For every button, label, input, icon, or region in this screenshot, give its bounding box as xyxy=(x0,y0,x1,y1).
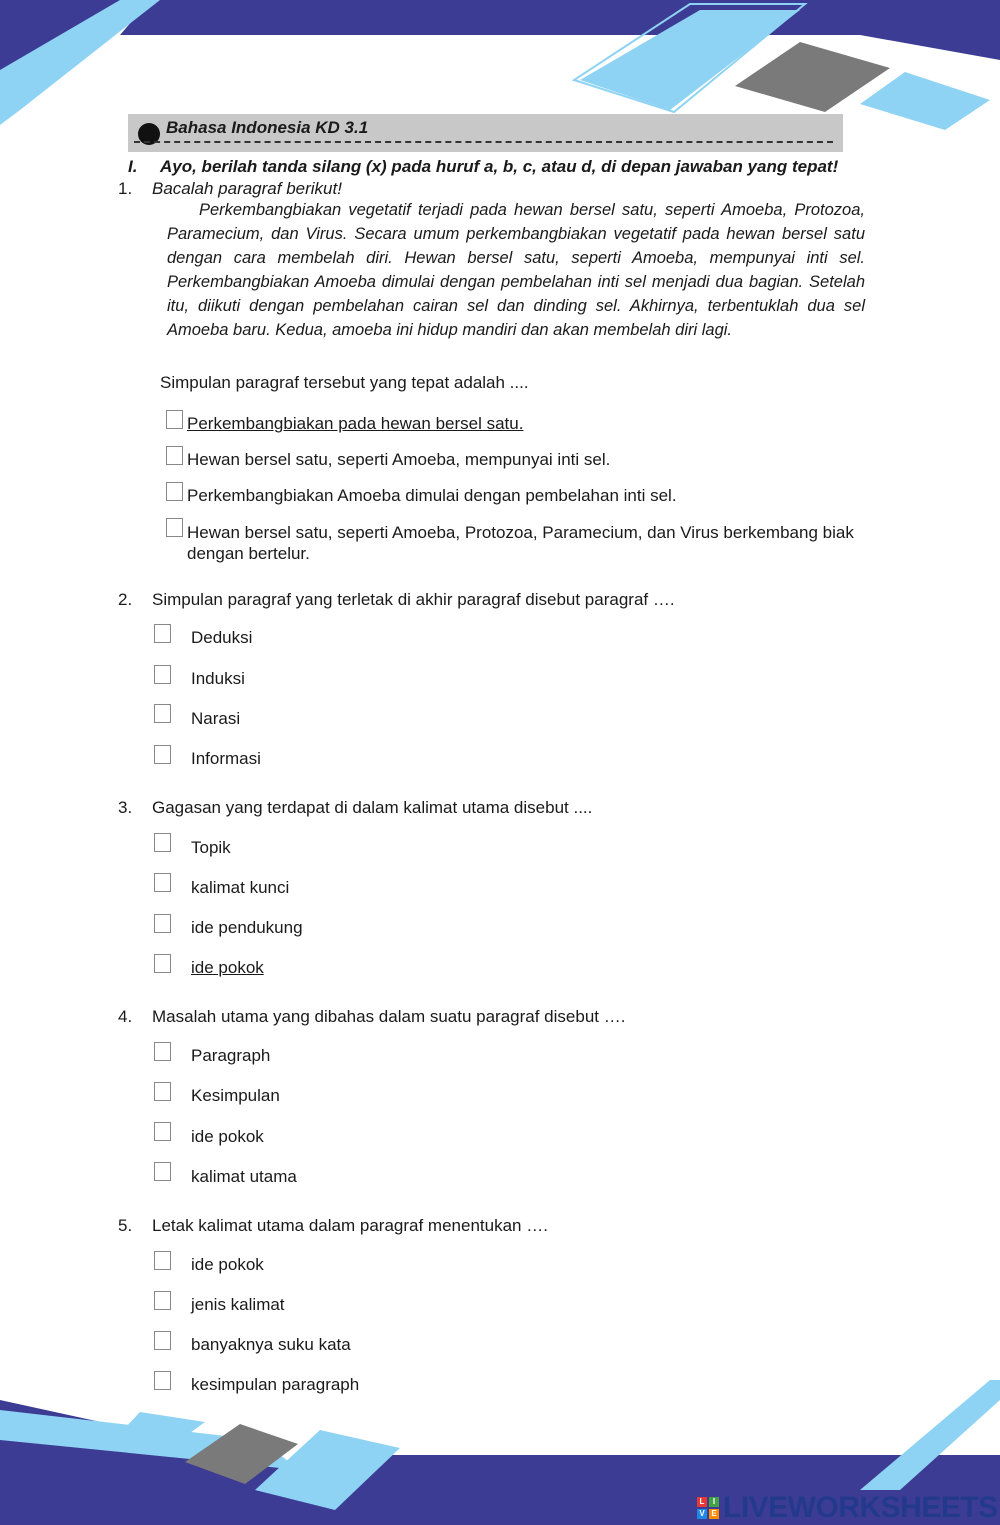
option-label: ide pokok xyxy=(191,1255,264,1274)
answer-checkbox[interactable] xyxy=(154,833,171,852)
instruction-text: Ayo, berilah tanda silang (x) pada huruf a, b, c, atau d, di depan jawaban yang tepat! xyxy=(160,157,839,176)
subject-title: Bahasa Indonesia KD 3.1 xyxy=(166,118,369,137)
option-label: Kesimpulan xyxy=(191,1086,280,1105)
answer-checkbox[interactable] xyxy=(154,873,171,892)
answer-checkbox[interactable] xyxy=(154,704,171,723)
option-label: jenis kalimat xyxy=(191,1295,285,1314)
answer-checkbox[interactable] xyxy=(166,518,183,537)
answer-checkbox[interactable] xyxy=(154,1291,171,1310)
logo-badge-letter: I xyxy=(709,1497,719,1507)
section-instruction xyxy=(128,157,838,177)
answer-checkbox[interactable] xyxy=(154,954,171,973)
option-label: Perkembangbiakan pada hewan bersel satu. xyxy=(187,414,524,433)
answer-checkbox[interactable] xyxy=(154,1042,171,1061)
option-label: Paragraph xyxy=(191,1046,271,1065)
option-label: Perkembangbiakan Amoeba dimulai dengan pembelahan inti sel. xyxy=(187,486,677,505)
answer-checkbox[interactable] xyxy=(154,665,171,684)
question-number: 4. xyxy=(118,1007,133,1026)
answer-checkbox[interactable] xyxy=(166,446,183,465)
question-5 xyxy=(118,1216,548,1236)
question-prompt: Simpulan paragraf yang terletak di akhir paragraf disebut paragraf …. xyxy=(152,590,675,609)
option-label: Deduksi xyxy=(191,628,253,647)
header-dashed-line xyxy=(134,141,833,143)
logo-text: LIVEWORKSHEETS xyxy=(723,1491,998,1524)
answer-checkbox[interactable] xyxy=(166,482,183,501)
answer-checkbox[interactable] xyxy=(154,1331,171,1350)
answer-checkbox[interactable] xyxy=(154,1251,171,1270)
answer-checkbox[interactable] xyxy=(154,1371,171,1390)
option-label: banyaknya suku kata xyxy=(191,1335,351,1354)
question-2 xyxy=(118,590,675,610)
liveworksheets-logo[interactable] xyxy=(697,1491,998,1525)
question-number: 2. xyxy=(118,590,133,609)
question-3 xyxy=(118,798,592,818)
subject-header xyxy=(128,114,843,152)
question-prompt: Masalah utama yang dibahas dalam suatu paragraf disebut …. xyxy=(152,1007,626,1026)
option-label: ide pokok xyxy=(191,958,264,977)
logo-badge-letter: V xyxy=(697,1509,707,1519)
answer-checkbox[interactable] xyxy=(154,624,171,643)
option-label: Induksi xyxy=(191,669,245,688)
question-number: 3. xyxy=(118,798,133,817)
question-prompt: Letak kalimat utama dalam paragraf menentukan …. xyxy=(152,1216,548,1235)
answer-checkbox[interactable] xyxy=(154,1162,171,1181)
answer-checkbox[interactable] xyxy=(154,1082,171,1101)
answer-checkbox[interactable] xyxy=(154,914,171,933)
logo-badge-letter: L xyxy=(697,1497,707,1507)
question-4 xyxy=(118,1007,625,1027)
logo-badge-letter: E xyxy=(709,1509,719,1519)
question-number: 1. xyxy=(118,179,133,198)
option-label: ide pokok xyxy=(191,1127,264,1146)
question-prompt: Bacalah paragraf berikut! xyxy=(152,179,342,198)
option-label: ide pendukung xyxy=(191,918,303,937)
option-label: Topik xyxy=(191,838,231,857)
question-number: 5. xyxy=(118,1216,133,1235)
question-1 xyxy=(118,179,342,199)
section-number: I. xyxy=(128,157,138,176)
answer-checkbox[interactable] xyxy=(154,1122,171,1141)
answer-checkbox[interactable] xyxy=(166,410,183,429)
question-prompt: Gagasan yang terdapat di dalam kalimat utama disebut .... xyxy=(152,798,593,817)
top-right-blue-small xyxy=(860,72,990,130)
option-label: Hewan bersel satu, seperti Amoeba, mempunyai inti sel. xyxy=(187,450,611,469)
option-label: Informasi xyxy=(191,749,261,768)
question-subprompt: Simpulan paragraf tersebut yang tepat adalah .... xyxy=(160,373,529,392)
answer-checkbox[interactable] xyxy=(154,745,171,764)
logo-badge-icon xyxy=(697,1497,719,1519)
option-label: kalimat kunci xyxy=(191,878,290,897)
option-label: kalimat utama xyxy=(191,1167,297,1186)
option-label: Hewan bersel satu, seperti Amoeba, Protozoa, Paramecium, dan Virus berkembang biak dengan bertelur. xyxy=(187,523,854,563)
option-label: kesimpulan paragraph xyxy=(191,1375,360,1394)
reading-passage: Perkembangbiakan vegetatif terjadi pada hewan bersel satu, seperti Amoeba, Protozoa, Paramecium, dan Virus. Secara umum perkembangbiakan vegetatif pada hewan bersel satu dengan cara membelah diri. Hewan bersel satu, seperti Amoeba, mempunyai inti sel. Perkembangbiakan Amoeba dimulai dengan pembelahan inti sel menjadi dua bagian. Setelah itu, diikuti dengan pembelahan cairan sel dan dinding sel. Akhirnya, terbentuklah dua sel Amoeba baru. Kedua, amoeba ini hidup mandiri dan akan membelah diri lagi. xyxy=(167,201,865,339)
option-label: Narasi xyxy=(191,709,241,728)
